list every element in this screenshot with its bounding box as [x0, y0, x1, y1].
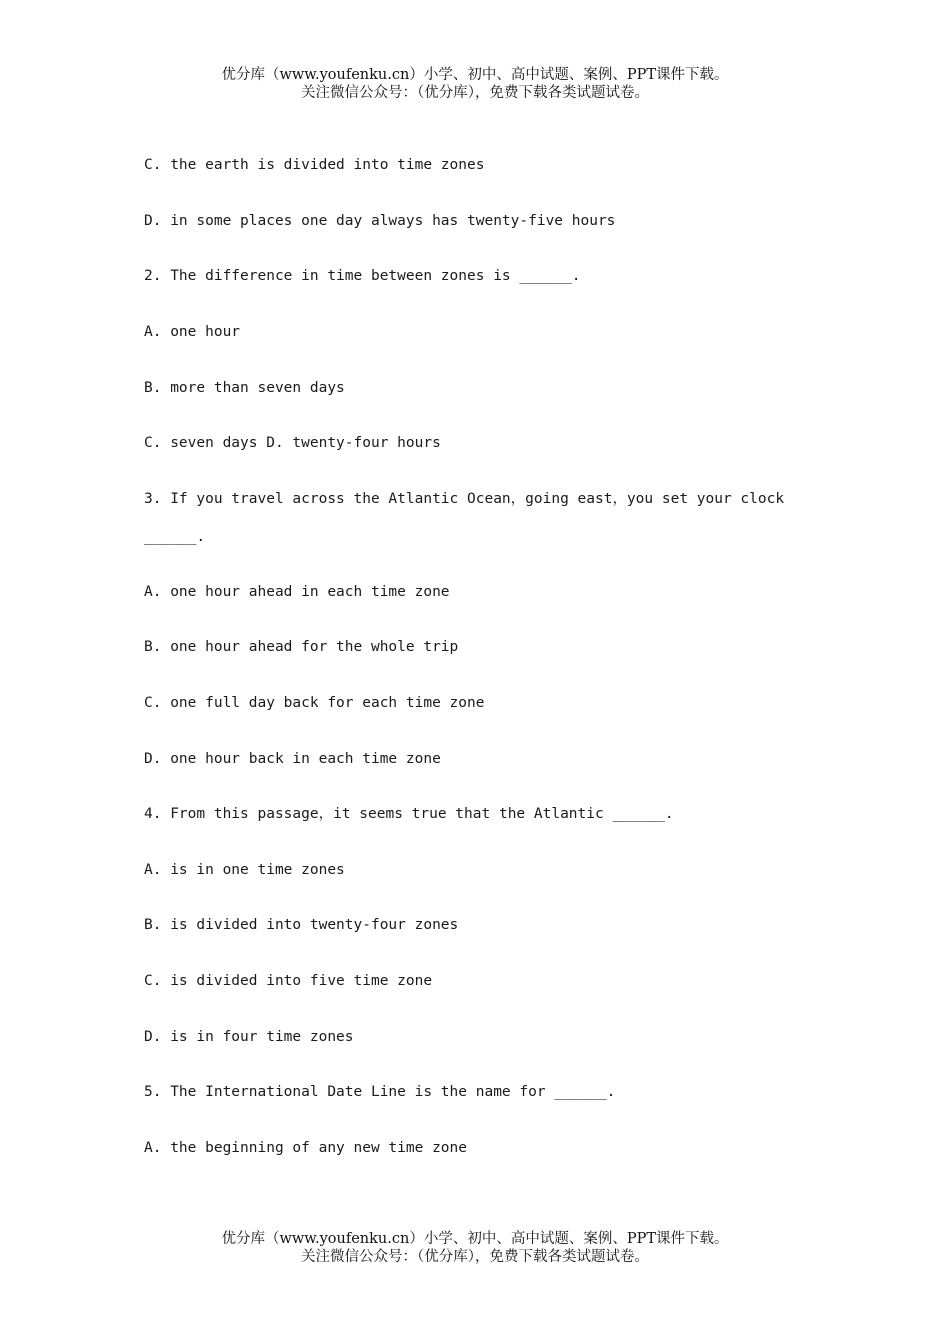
question-3: 3. If you travel across the Atlantic Ocean，going east，you set your clock	[144, 491, 785, 507]
page-header	[0, 66, 950, 102]
header-line-2: 关注微信公众号：（优分库），免费下载各类试题试卷。	[301, 85, 649, 101]
question-3-blank: ______.	[144, 529, 206, 545]
page-footer	[0, 1230, 950, 1266]
option-4a: A. is in one time zones	[144, 862, 345, 878]
option-4d: D. is in four time zones	[144, 1029, 354, 1045]
option-2b: B. more than seven days	[144, 380, 345, 396]
option-3d: D. one hour back in each time zone	[144, 751, 441, 767]
option-5a: A. the beginning of any new time zone	[144, 1140, 468, 1156]
question-4: 4. From this passage，it seems true that the Atlantic ______.	[144, 806, 674, 822]
option-3b: B. one hour ahead for the whole trip	[144, 639, 459, 655]
option-3a: A. one hour ahead in each time zone	[144, 584, 450, 600]
option-2cd: C. seven days D. twenty-four hours	[144, 435, 441, 451]
header-line-1: 优分库（www.youfenku.cn）小学、初中、高中试题、案例、PPT课件下载。	[221, 67, 729, 83]
option-4c: C. is divided into five time zone	[144, 973, 433, 989]
option-4b: B. is divided into twenty-four zones	[144, 917, 459, 933]
option-3c: C. one full day back for each time zone	[144, 695, 485, 711]
footer-line-1: 优分库（www.youfenku.cn）小学、初中、高中试题、案例、PPT课件下载。	[221, 1231, 729, 1247]
option-2a: A. one hour	[144, 324, 241, 340]
question-2: 2. The difference in time between zones is ______.	[144, 268, 581, 284]
question-5: 5. The International Date Line is the name for ______.	[144, 1084, 616, 1100]
option-1c: C. the earth is divided into time zones	[144, 157, 485, 173]
footer-line-2: 关注微信公众号：（优分库），免费下载各类试题试卷。	[301, 1249, 649, 1265]
option-1d: D. in some places one day always has twenty-five hours	[144, 213, 616, 229]
